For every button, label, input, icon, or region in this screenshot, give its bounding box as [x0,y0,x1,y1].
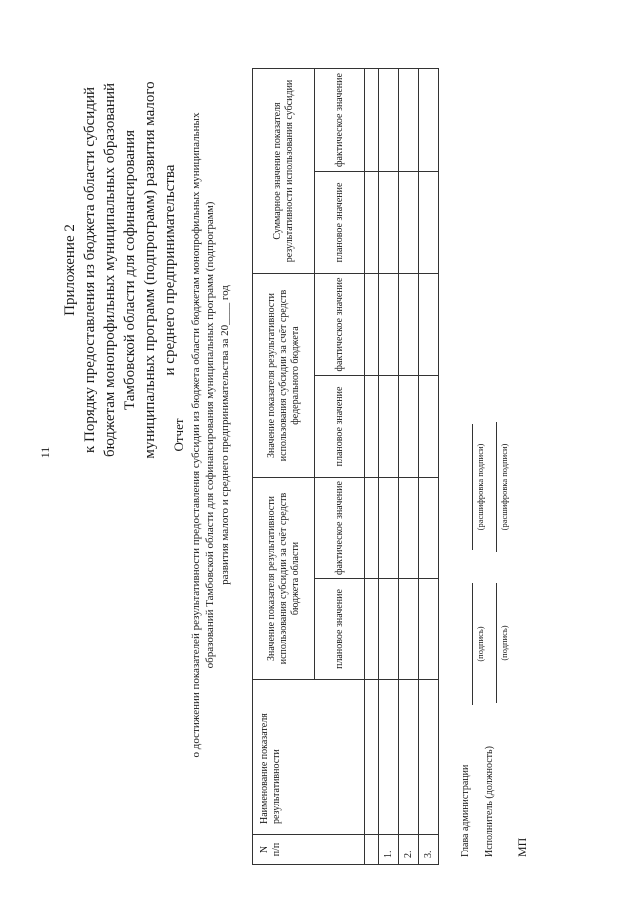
group-header-federal-budget: Значение показателя результативности использования субсидии за счёт средств федерального бюджета [253,273,315,477]
appendix-line: и среднего предпринимательства [162,164,178,376]
report-subtitle-line: развития малого и среднего предпринимательства за 20____ год [218,285,231,585]
executor-label: Исполнитель (должность) [484,746,495,857]
row-number: 2. [399,835,419,865]
signature-caption: (подпись) [499,625,509,661]
appendix-title: Приложение 2 [62,224,78,316]
table-cell[interactable] [399,68,419,171]
report-heading [172,45,232,825]
report-title: Отчет [171,418,186,452]
head-signature-line[interactable] [472,583,473,705]
table-spacer-row [365,68,379,864]
subheader-planned-value: плановое значение [315,579,365,680]
head-decryption-line[interactable] [472,424,473,550]
decryption-caption: (расшифровка подписи) [499,443,509,531]
column-number-header: N п/п [253,835,365,865]
table-row [419,68,439,864]
table-cell[interactable] [399,477,419,578]
head-of-administration-label: Глава администрации [460,764,471,857]
appendix-line: бюджетам монопрофильных муниципальных образований [102,83,118,457]
table-row [399,68,419,864]
page-number: 11 [38,446,52,459]
table-cell[interactable] [419,375,439,477]
table-cell[interactable] [419,273,439,375]
table-cell[interactable] [379,375,399,477]
stamp-label: МП [515,837,529,857]
appendix-line: муниципальных программ (подпрограмм) развития малого [142,81,158,459]
executor-decryption-line[interactable] [496,422,497,552]
group-header-regional-budget: Значение показателя результативности использования субсидии за счёт средств бюджета области [253,477,315,679]
group-header-total: Суммарное значение показателя результативности использования субсидии [253,68,315,273]
subheader-actual-value: фактическое значение [315,273,365,375]
table-cell[interactable] [379,171,399,273]
table-header-row [253,68,315,864]
column-indicator-name-header: Наименование показателя результативности [253,680,365,835]
table-cell[interactable] [419,171,439,273]
subheader-planned-value: плановое значение [315,375,365,477]
appendix-line: к Порядку предоставления из бюджета области субсидий [82,86,98,454]
executor-signature-line[interactable] [496,583,497,703]
table-cell[interactable] [379,273,399,375]
subheader-planned-value: плановое значение [315,171,365,273]
table-cell[interactable] [419,579,439,680]
table-row [379,68,399,864]
table-cell[interactable] [379,477,399,578]
table-cell[interactable] [379,579,399,680]
row-number: 3. [419,835,439,865]
decryption-caption: (расшифровка подписи) [475,443,485,531]
row-number: 1. [379,835,399,865]
table-cell[interactable] [399,579,419,680]
table-cell[interactable] [399,680,419,835]
table-cell[interactable] [419,68,439,171]
table-cell[interactable] [399,273,419,375]
table-cell[interactable] [379,68,399,171]
indicators-table [252,68,439,865]
subheader-actual-value: фактическое значение [315,477,365,578]
table-cell[interactable] [399,375,419,477]
table-cell[interactable] [399,171,419,273]
appendix-header [60,55,180,485]
table-cell[interactable] [419,477,439,578]
table-cell[interactable] [379,680,399,835]
report-subtitle-line: о достижении показателей результативности предоставления субсидии из бюджета области бюджетам монопрофильных муниципальных [189,112,202,758]
table-cell[interactable] [419,680,439,835]
signature-caption: (подпись) [475,626,485,662]
appendix-line: Тамбовской области для софинансирования [122,130,138,410]
report-subtitle-line: образований Тамбовской области для софинансирования муниципальных программ (подпрограмм) [204,201,216,669]
subheader-actual-value: фактическое значение [315,68,365,171]
